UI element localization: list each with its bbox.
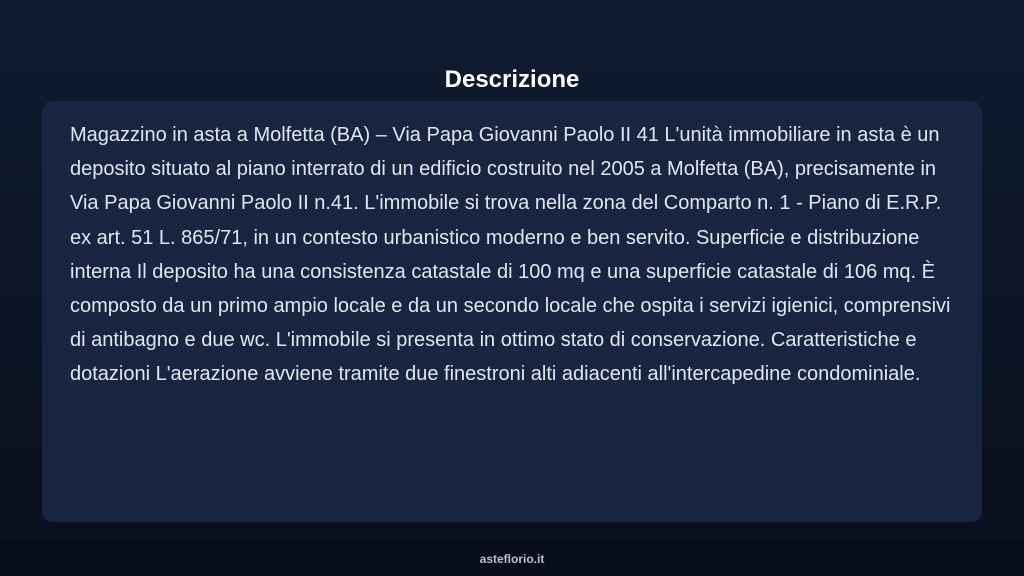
description-card xyxy=(42,101,982,522)
footer-site-label: asteflorio.it xyxy=(479,552,545,566)
page-title: Descrizione xyxy=(444,66,580,94)
footer-bar xyxy=(0,542,1024,576)
description-text: Magazzino in asta a Molfetta (BA) – Via Papa Giovanni Paolo II 41 L'unità immobiliare in asta è un deposito situato al piano interrato di un edificio costruito nel 2005 a Molfetta (BA), precisamente in Via Papa Giovanni Paolo II n.41. L'immobile si trova nella zona del Comparto n. 1 - Piano di E.R.P. ex art. 51 L. 865/71, in un contesto urbanistico moderno e ben servito. Superficie e distribuzione interna Il deposito ha una consistenza catastale di 100 mq e una superficie catastale di 106 mq. È composto da un primo ampio locale e da un secondo locale che ospita i servizi igienici, comprensivi di antibagno e due wc. L'immobile si presenta in ottimo stato di conservazione. Caratteristiche e dotazioni L'aerazione avviene tramite due finestroni alti adiacenti all'intercapedine condominiale. xyxy=(70,124,951,386)
